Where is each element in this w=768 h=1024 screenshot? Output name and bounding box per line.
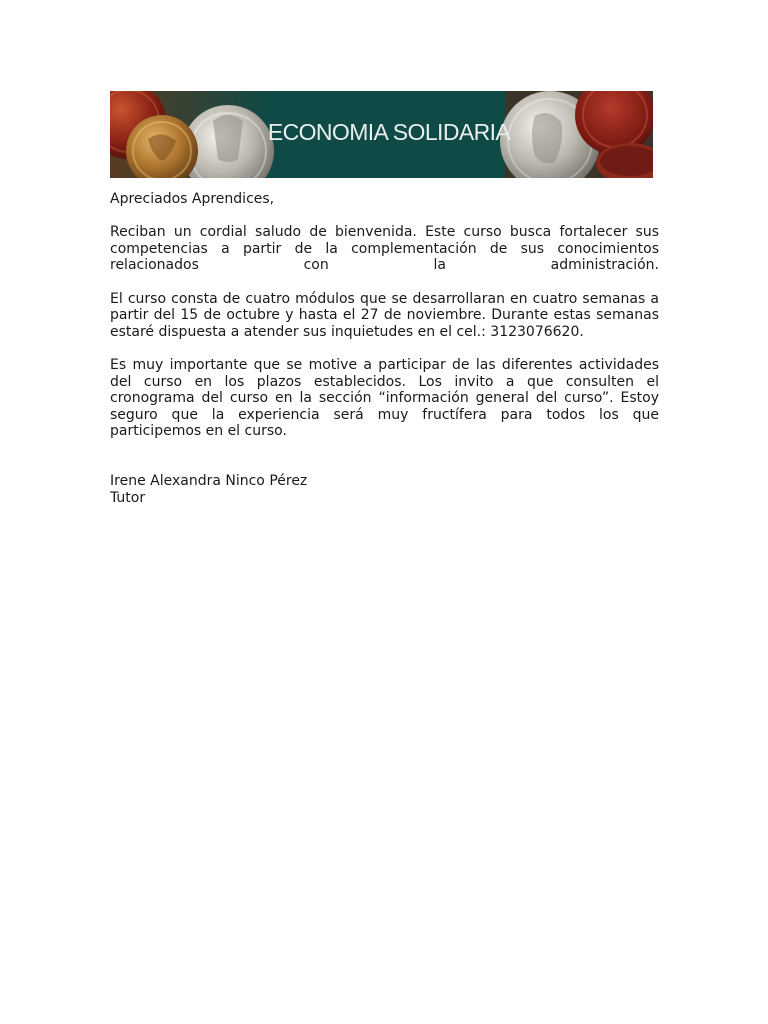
- header-banner: [110, 91, 653, 178]
- greeting: Apreciados Aprendices,: [110, 191, 275, 207]
- letter-body: [110, 191, 659, 506]
- banner-title: ECONOMIA SOLIDARIA: [267, 119, 511, 145]
- paragraph-2: El curso consta de cuatro módulos que se desarrollaran en cuatro semanas a partir del 15 de octubre y hasta el 27 de noviembre. Durante estas semanas estaré dispuesta a atender sus inquietudes en el cel.: 3123076620.: [110, 290, 659, 340]
- signature-role: Tutor: [110, 489, 146, 506]
- paragraph-1: Reciban un cordial saludo de bienvenida. Este curso busca fortalecer sus competencias a partir de la complementación de sus conocimientos relacionados con la administración.: [110, 224, 659, 274]
- paragraph-3: Es muy importante que se motive a participar de las diferentes actividades del curso en los plazos establecidos. Los invito a que consulten el cronograma del curso en la sección “información general del curso”. Estoy seguro que la experiencia será muy fructífera para todos los que participemos en el curso.: [110, 356, 659, 440]
- signature-name: Irene Alexandra Ninco Pérez: [110, 473, 308, 490]
